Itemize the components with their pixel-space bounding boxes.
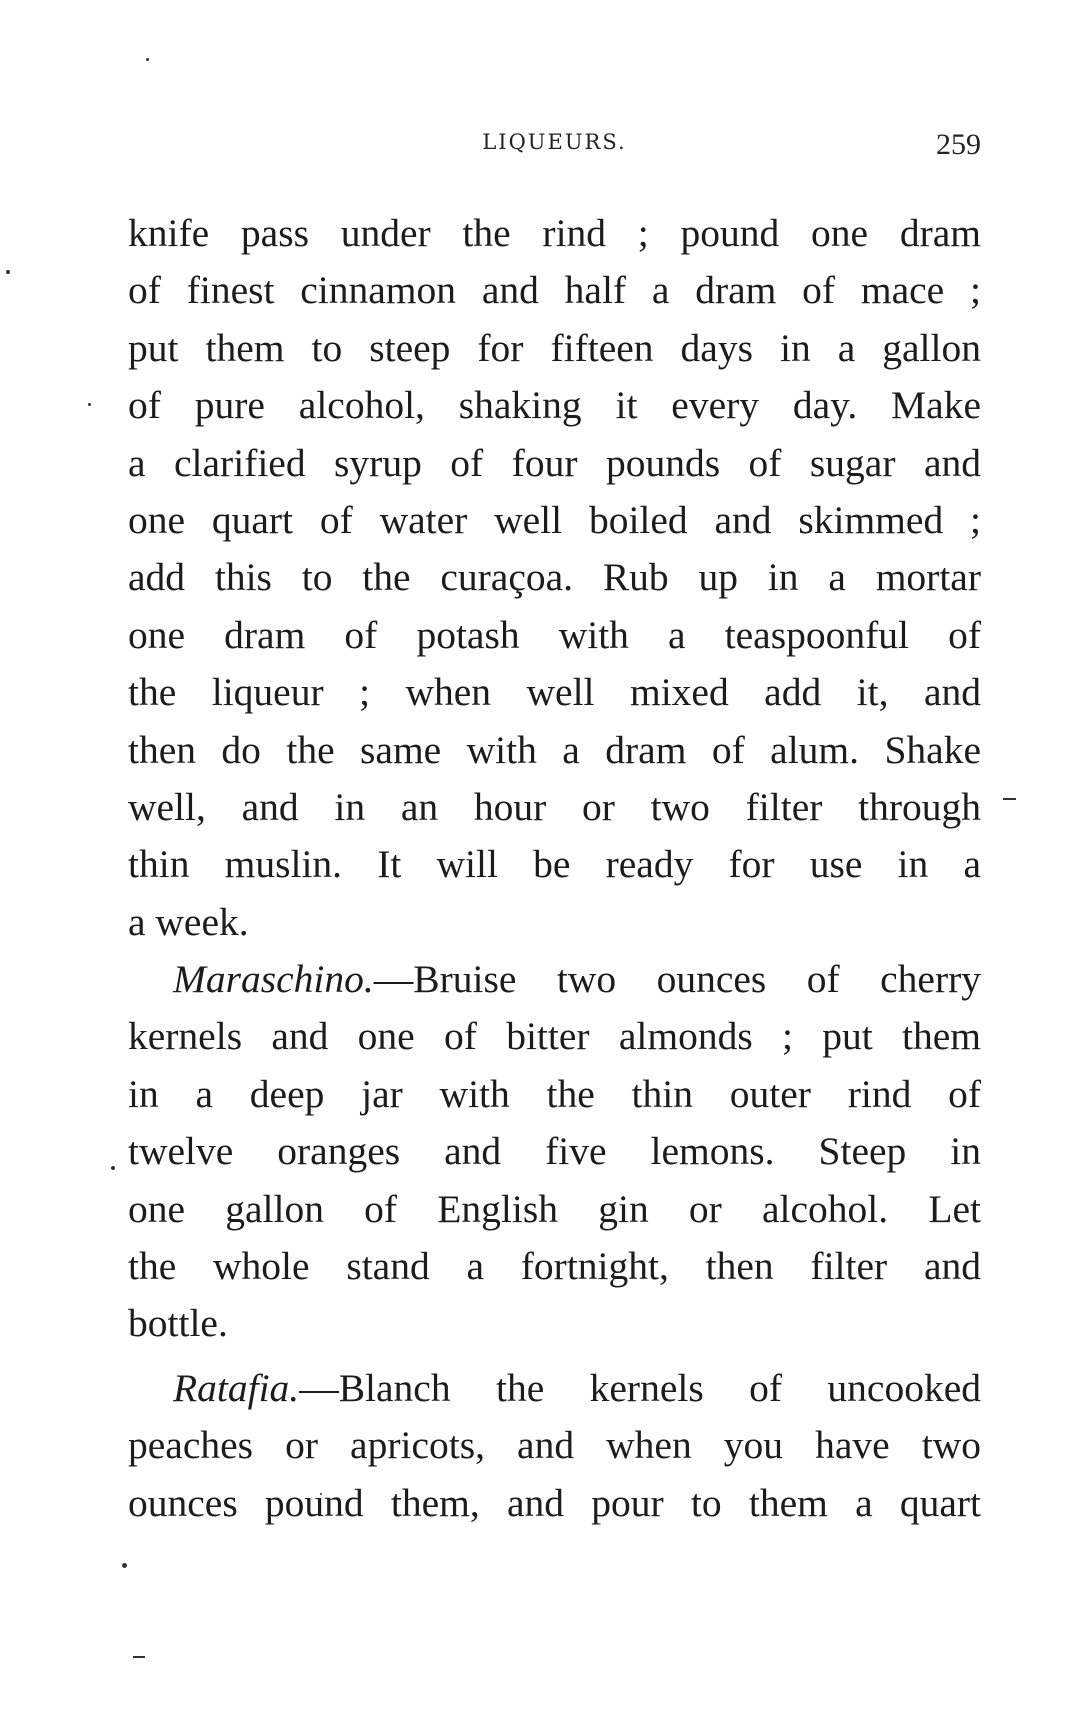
print-speck — [6, 270, 10, 274]
recipe-heading-ratafia: Ratafia. — [173, 1365, 300, 1410]
paragraph-curacoa-continued — [128, 205, 981, 951]
text-line: then do the same with a dram of alum. Shake — [128, 727, 981, 772]
text-line: one dram of potash with a teaspoonful of — [128, 612, 981, 657]
text-line: in a deep jar with the thin outer rind of — [128, 1071, 981, 1116]
print-speck — [88, 403, 91, 406]
text-line: knife pass under the rind ; pound one dram — [128, 211, 981, 255]
text-line: well, and in an hour or two filter through — [128, 784, 981, 829]
text-line-first — [128, 1360, 981, 1417]
text-line: add this to the curaçoa. Rub up in a mortar — [128, 555, 981, 600]
paragraph-maraschino — [128, 951, 981, 1353]
print-speck — [111, 1166, 115, 1170]
text-line: put them to steep for fifteen days in a gallon — [128, 325, 981, 370]
text-line: a week. — [128, 899, 249, 944]
text-line: thin muslin. It will be ready for use in a — [128, 842, 981, 887]
recipe-heading-maraschino: Maraschino. — [173, 957, 374, 1002]
text-line: the whole stand a fortnight, then filter and — [128, 1244, 981, 1289]
text-run: —Bruise two ounces of cherry — [373, 957, 981, 1002]
text-line: peaches or apricots, and when you have two — [128, 1423, 981, 1468]
text-line: of finest cinnamon and half a dram of mace ; — [128, 268, 981, 313]
running-header — [128, 130, 981, 170]
margin-dash-mark — [133, 1656, 145, 1658]
print-speck — [146, 58, 149, 61]
body-text — [128, 205, 981, 1532]
paragraph-ratafia — [128, 1360, 981, 1532]
text-line: one quart of water well boiled and skimmed ; — [128, 497, 981, 542]
running-title: LIQUEURS. — [482, 130, 627, 154]
text-line: a clarified syrup of four pounds of sugar and — [128, 440, 981, 485]
text-line: one gallon of English gin or alcohol. Let — [128, 1186, 981, 1231]
page-number: 259 — [936, 128, 981, 161]
text-line: the liqueur ; when well mixed add it, and — [128, 670, 981, 715]
margin-dash-mark — [1003, 798, 1016, 800]
print-speck — [122, 1563, 127, 1568]
text-line: bottle. — [128, 1301, 228, 1346]
text-line: ounces pound them, and pour to them a quart — [128, 1480, 981, 1525]
text-line: kernels and one of bitter almonds ; put them — [128, 1014, 981, 1059]
text-run: —Blanch the kernels of uncooked — [299, 1365, 981, 1410]
text-line-first — [128, 951, 981, 1008]
text-line: of pure alcohol, shaking it every day. Make — [128, 383, 981, 428]
text-line: twelve oranges and five lemons. Steep in — [128, 1129, 981, 1174]
